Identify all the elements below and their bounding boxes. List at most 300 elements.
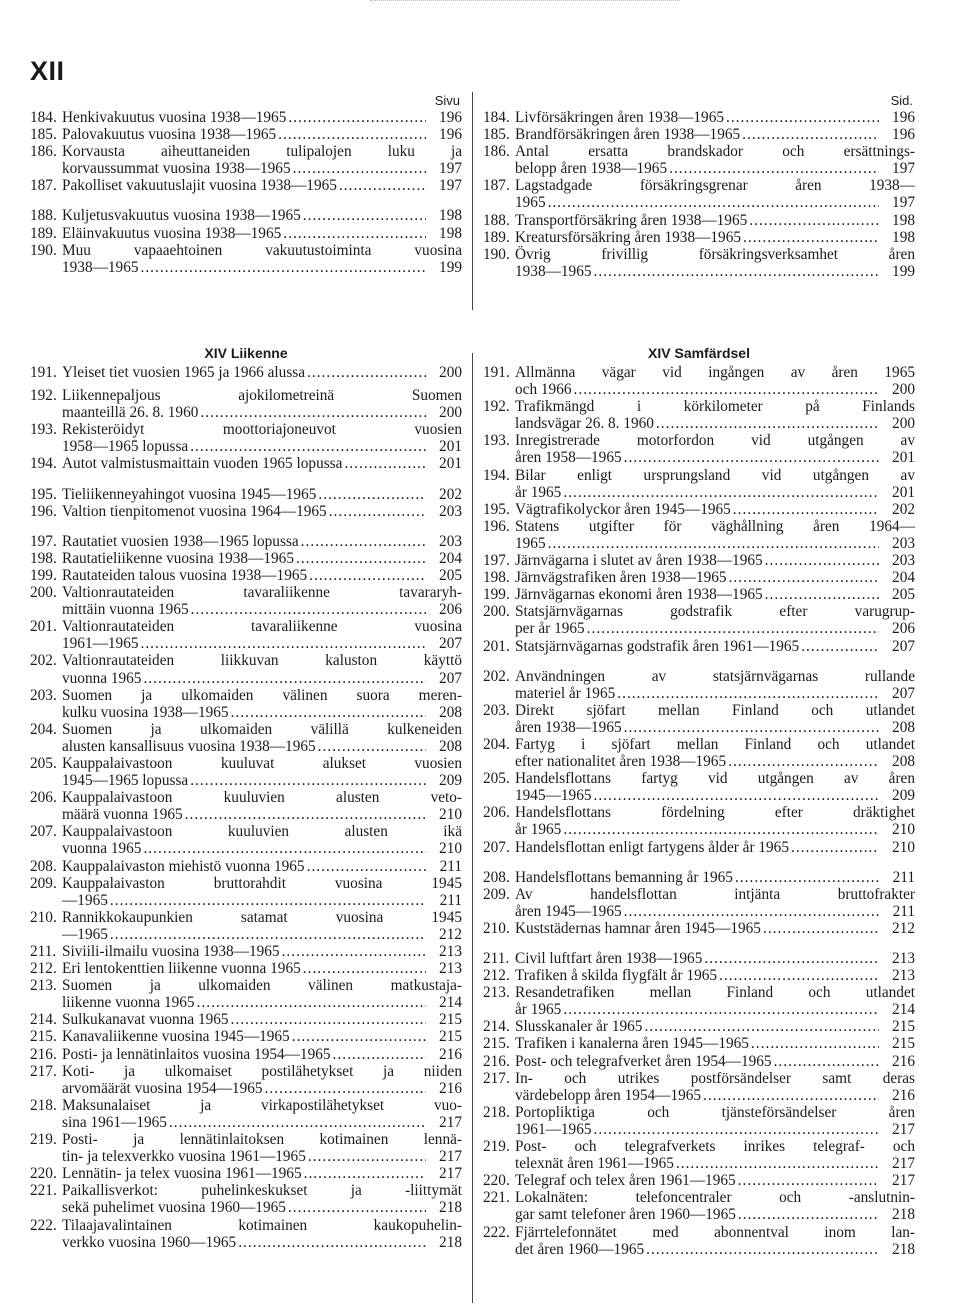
entry-number: 212. (30, 960, 57, 978)
entry-number: 194. (483, 466, 510, 484)
dot-leader (307, 858, 426, 875)
entry-body (62, 789, 462, 823)
entry-page-number: 214 (439, 994, 462, 1012)
section-title: XIV Samfärdsel (648, 345, 750, 361)
entry-line (515, 668, 915, 685)
dot-leader (726, 109, 879, 126)
toc-entry (483, 212, 915, 229)
entry-line (515, 685, 915, 702)
toc-entry (483, 702, 915, 736)
entry-title-text: det åren 1960—1965 (515, 1240, 645, 1258)
entry-number: 219. (483, 1138, 510, 1156)
toc-entry (30, 143, 462, 177)
entry-number: 199. (30, 566, 57, 584)
entry-number: 212. (483, 967, 510, 985)
toc-entry (30, 225, 462, 242)
entry-title-text: Tieliikenneyahingot vuosina 1945—1965 (62, 485, 317, 503)
entry-number: 210. (30, 908, 57, 926)
toc-entry (30, 1131, 462, 1165)
entry-line (62, 143, 462, 160)
entry-line (62, 652, 462, 669)
dot-leader (333, 1046, 426, 1063)
toc-entry (30, 618, 462, 652)
entry-title-text: Valtionrautateiden liikkuvan kaluston käyttö (62, 652, 462, 670)
entry-title-text: Suomen ja ulkomaiden välinen suora meren- (62, 686, 462, 704)
entry-title-text: Tilaajavalintainen kotimainen kaukopuhelin- (62, 1216, 462, 1234)
dot-leader (288, 1199, 426, 1216)
entry-line (515, 1035, 915, 1052)
entry-number: 220. (30, 1165, 57, 1183)
dot-leader (738, 1206, 879, 1223)
column-divider-lower (472, 353, 473, 1303)
entry-body (515, 886, 915, 920)
entry-page-number: 215 (439, 1011, 462, 1029)
entry-line (515, 736, 915, 753)
entry-title-text: Eläinvakuutus vuosina 1938—1965 (62, 224, 282, 242)
dot-leader (278, 126, 426, 143)
entry-number: 216. (483, 1052, 510, 1070)
entry-page-number: 199 (892, 262, 915, 280)
entry-line (515, 603, 915, 620)
entry-line (515, 263, 915, 280)
entry-title-text: Valtionrautateiden tavaraliikenne tavararyh- (62, 584, 462, 602)
entry-title-text: Trafiken å skilda flygfält år 1965 (515, 967, 718, 985)
entry-title-text: och 1966 (515, 381, 572, 399)
entry-page-number: 198 (439, 207, 462, 225)
entry-title-text: Av handelsflottan intjänta bruttofrakter (515, 885, 915, 903)
toc-entry (483, 638, 915, 655)
entry-title-text: Rautatieliikenne vuosina 1938—1965 (62, 549, 294, 567)
entry-line (515, 126, 915, 143)
entry-title-text: arvomäärät vuosina 1954—1965 (62, 1079, 263, 1097)
entry-line (515, 229, 915, 246)
dot-leader (617, 685, 879, 702)
scan-edge-mark (370, 0, 680, 2)
dot-leader (593, 787, 879, 804)
entry-spacer (30, 473, 462, 486)
entry-line (515, 1138, 915, 1155)
entry-page-number: 211 (439, 891, 462, 909)
entry-page-number: 217 (892, 1172, 915, 1190)
entry-line (62, 840, 462, 857)
toc-entry (483, 1138, 915, 1172)
dot-leader (676, 1155, 879, 1172)
entry-title-text: Trafiken i kanalerna åren 1945—1965 (515, 1035, 749, 1053)
entry-number: 186. (483, 143, 510, 161)
toc-entry (30, 755, 462, 789)
entry-number: 189. (30, 224, 57, 242)
entry-number: 202. (483, 667, 510, 685)
entry-body (515, 668, 915, 702)
toc-entry (483, 920, 915, 937)
dot-leader (801, 638, 879, 655)
toc-entry (483, 109, 915, 126)
entry-title-text: Liikennepaljous ajokilometreinä Suomen (62, 387, 462, 405)
entry-line (62, 1148, 462, 1165)
entry-title-text: Kuljetusvakuutus vuosina 1938—1965 (62, 207, 301, 225)
entry-page-number: 208 (439, 703, 462, 721)
toc-entry (483, 569, 915, 586)
entry-page-number: 203 (892, 552, 915, 570)
dot-leader (765, 586, 879, 603)
entry-page-number: 201 (439, 438, 462, 456)
entry-line (515, 415, 915, 432)
entry-line (515, 484, 915, 501)
entry-body (515, 839, 915, 856)
entry-line (62, 601, 462, 618)
entry-number: 187. (483, 177, 510, 195)
dot-leader (169, 1114, 426, 1131)
toc-entry (483, 804, 915, 838)
entry-number: 203. (483, 701, 510, 719)
toc-entry (483, 1070, 915, 1104)
entry-line (515, 381, 915, 398)
entry-line (62, 259, 462, 276)
toc-entry (483, 246, 915, 280)
dot-leader (669, 160, 879, 177)
entry-body (62, 1131, 462, 1165)
dot-leader (318, 738, 426, 755)
entry-number: 204. (30, 720, 57, 738)
dot-leader (309, 567, 426, 584)
entry-title-text: Statsjärnvägarnas godstrafik efter varugrup- (515, 603, 915, 621)
dot-leader (624, 719, 879, 736)
entry-spacer (483, 856, 915, 869)
entry-line (62, 1046, 462, 1063)
entry-line (62, 1011, 462, 1028)
dot-leader (563, 1001, 879, 1018)
toc-entry (30, 823, 462, 857)
toc-entry (483, 1053, 915, 1070)
entry-title-text: vuonna 1965 (62, 669, 142, 687)
toc-entry (483, 839, 915, 856)
entry-line (62, 503, 462, 520)
entry-title-text: 1961—1965 (62, 635, 139, 653)
entry-number: 221. (30, 1182, 57, 1200)
entry-number: 202. (30, 652, 57, 670)
entry-line (515, 432, 915, 449)
entry-line (62, 177, 462, 194)
entry-line (515, 398, 915, 415)
entry-number: 195. (483, 500, 510, 518)
entry-title-text: efter nationalitet åren 1938—1965 (515, 753, 727, 771)
toc-entry (483, 398, 915, 432)
entry-title-text: Användningen av statsjärnvägarnas rullande (515, 667, 915, 685)
toc-entry (483, 126, 915, 143)
entry-line (62, 567, 462, 584)
entry-body (62, 225, 462, 242)
entry-page-number: 203 (439, 502, 462, 520)
entry-line (515, 1053, 915, 1070)
entry-body (62, 1046, 462, 1063)
entry-line (62, 738, 462, 755)
section-title: XIV Liikenne (204, 345, 288, 361)
entry-line (62, 875, 462, 892)
entry-body (515, 950, 915, 967)
entry-body (515, 804, 915, 838)
entry-body (62, 1165, 462, 1182)
toc-entry (30, 789, 462, 823)
entry-body (515, 984, 915, 1018)
entry-title-text: Antal ersatta brandskador och ersättnings- (515, 143, 915, 161)
entry-line (515, 586, 915, 603)
entry-title-text: Bilar enligt ursprungsland vid utgången av (515, 466, 915, 484)
toc-entry (483, 1035, 915, 1052)
entry-title-text: alusten kansallisuus vuosina 1938—1965 (62, 737, 316, 755)
entry-title-text: Handelsflottans bemanning år 1965 (515, 868, 733, 886)
entry-title-text: 1965 (515, 534, 546, 552)
entry-body (62, 858, 462, 875)
entry-line (515, 1241, 915, 1258)
entry-body (515, 1070, 915, 1104)
toc-entry (483, 770, 915, 804)
toc-entry (30, 1028, 462, 1045)
entry-title-text: telexnät åren 1961—1965 (515, 1155, 674, 1173)
dot-leader (110, 892, 426, 909)
toc-list (30, 109, 462, 276)
toc-entry (30, 858, 462, 875)
column-divider-upper (472, 92, 473, 310)
entry-line (515, 1224, 915, 1241)
entry-page-number: 218 (892, 1240, 915, 1258)
dot-leader (624, 903, 879, 920)
entry-line (62, 755, 462, 772)
entry-title-text: Kauppalaivastoon kuuluvat alukset vuosien (62, 754, 462, 772)
entry-number: 206. (483, 804, 510, 822)
entry-page-number: 216 (439, 1045, 462, 1063)
entry-line (62, 242, 462, 259)
entry-number: 192. (483, 398, 510, 416)
entry-number: 214. (483, 1018, 510, 1036)
entry-body (62, 550, 462, 567)
entry-title-text: Direkt sjöfart mellan Finland och utlandet (515, 701, 915, 719)
entry-line (515, 1189, 915, 1206)
entry-line (515, 770, 915, 787)
entry-line (515, 920, 915, 937)
toc-entry (30, 126, 462, 143)
entry-number: 195. (30, 485, 57, 503)
entry-page-number: 216 (439, 1079, 462, 1097)
entry-line (515, 177, 915, 194)
toc-list (483, 109, 915, 280)
entry-page-number: 200 (439, 404, 462, 422)
entry-line (62, 207, 462, 224)
toc-entry (483, 869, 915, 886)
entry-page-number: 210 (439, 840, 462, 858)
entry-page-number: 206 (892, 620, 915, 638)
entry-title-text: Slusskanaler år 1965 (515, 1018, 643, 1036)
entry-title-text: Eri lentokenttien liikenne vuonna 1965 (62, 960, 301, 978)
entry-body (62, 977, 462, 1011)
dot-leader (190, 772, 426, 789)
entry-body (515, 143, 915, 177)
entry-number: 196. (30, 502, 57, 520)
entry-number: 201. (30, 618, 57, 636)
toc-entry (483, 1172, 915, 1189)
entry-line (515, 753, 915, 770)
entry-page-number: 213 (439, 943, 462, 960)
entry-line (515, 719, 915, 736)
toc-entry (30, 533, 462, 550)
entry-page-number: 201 (892, 449, 915, 467)
entry-line (62, 550, 462, 567)
entry-number: 203. (30, 686, 57, 704)
entry-body (515, 702, 915, 736)
toc-entry (30, 721, 462, 755)
dot-leader (301, 533, 426, 550)
toc-entry (30, 109, 462, 126)
toc-entry (30, 875, 462, 909)
entry-line (62, 421, 462, 438)
entry-number: 207. (483, 838, 510, 856)
dot-leader (704, 950, 879, 967)
toc-entry (483, 950, 915, 967)
toc-entry (30, 486, 462, 503)
dot-leader (644, 1018, 879, 1035)
entry-page-number: 204 (892, 569, 915, 587)
entry-line (515, 501, 915, 518)
entry-title-text: Järnvägarnas ekonomi åren 1938—1965 (515, 586, 763, 604)
entry-title-text: tin- ja telexverkko vuosina 1961—1965 (62, 1148, 306, 1166)
dot-leader (307, 364, 426, 381)
entry-title-text: Civil luftfart åren 1938—1965 (515, 950, 703, 967)
dot-leader (763, 920, 879, 937)
entry-number: 217. (483, 1069, 510, 1087)
entry-page-number: 215 (892, 1035, 915, 1053)
entry-line (62, 160, 462, 177)
dot-leader (303, 207, 426, 224)
entry-number: 220. (483, 1172, 510, 1190)
entry-line (62, 225, 462, 242)
entry-number: 193. (30, 421, 57, 439)
toc-entry (30, 177, 462, 194)
entry-number: 184. (30, 109, 57, 126)
entry-body (62, 755, 462, 789)
entry-number: 217. (30, 1062, 57, 1080)
entry-number: 188. (30, 207, 57, 225)
entry-title-text: Fartyg i sjöfart mellan Finland och utlandet (515, 735, 915, 753)
entry-line (62, 1063, 462, 1080)
entry-line (515, 364, 915, 381)
entry-body (515, 467, 915, 501)
entry-body (62, 364, 462, 381)
entry-title-text: 1945—1965 lopussa (62, 772, 189, 790)
dot-leader (143, 840, 426, 857)
entry-line (515, 702, 915, 719)
entry-body (515, 569, 915, 586)
entry-title-text: Maksunalaiset ja virkapostilähetykset vuo- (62, 1096, 462, 1114)
entry-number: 199. (483, 586, 510, 604)
entry-number: 194. (30, 455, 57, 473)
entry-page-number: 209 (892, 787, 915, 805)
entry-title-text: Kuststädernas hamnar åren 1945—1965 (515, 919, 761, 937)
dot-leader (231, 704, 426, 721)
entry-title-text: Post- och telegrafverket åren 1954—1965 (515, 1052, 772, 1070)
entry-body (515, 967, 915, 984)
dot-leader (288, 109, 426, 126)
toc-entry (30, 652, 462, 686)
entry-body (62, 486, 462, 503)
entry-line (515, 821, 915, 838)
toc-entry (30, 207, 462, 224)
entry-title-text: Valtion tienpitomenot vuosina 1964—1965 (62, 502, 327, 520)
entry-line (62, 1199, 462, 1216)
entry-title-text: år 1965 (515, 1001, 562, 1019)
entry-line (515, 1070, 915, 1087)
entry-page-number: 218 (439, 1199, 462, 1217)
entry-line (62, 584, 462, 601)
entry-body (515, 364, 915, 398)
toc-entry (483, 177, 915, 211)
entry-line (515, 984, 915, 1001)
dot-leader (238, 1234, 426, 1251)
entry-page-number: 198 (892, 211, 915, 229)
entry-body (515, 212, 915, 229)
entry-spacer (30, 520, 462, 533)
entry-line (62, 618, 462, 635)
dot-leader (751, 1035, 879, 1052)
entry-title-text: Kauppalaivastoon kuuluvien alusten veto- (62, 789, 462, 807)
entry-page-number: 215 (439, 1028, 462, 1046)
entry-title-text: Statsjärnvägarnas godstrafik åren 1961—1965 (515, 637, 800, 655)
entry-number: 209. (483, 885, 510, 903)
entry-body (62, 421, 462, 455)
entry-line (62, 789, 462, 806)
toc-entry (30, 1046, 462, 1063)
entry-title-text: Allmänna vägar vid ingången av åren 1965 (515, 364, 915, 381)
entry-body (515, 736, 915, 770)
entry-page-number: 208 (892, 718, 915, 736)
entry-title-text: Kauppalaivastoon kuuluvien alusten ikä (62, 823, 462, 841)
entry-body (515, 1172, 915, 1189)
page-number: XII (30, 56, 65, 86)
entry-line (62, 909, 462, 926)
entry-title-text: 1945—1965 (515, 787, 592, 805)
entry-body (62, 909, 462, 943)
entry-page-number: 202 (892, 500, 915, 518)
entry-title-text: Autot valmistusmaittain vuoden 1965 lopussa (62, 455, 343, 473)
entry-line (62, 126, 462, 143)
entry-page-number: 212 (892, 919, 915, 937)
toc-entry (483, 984, 915, 1018)
entry-title-text: Lagstadgade försäkringsgrenar åren 1938— (515, 177, 915, 195)
page-column-header: Sid. (890, 93, 913, 108)
entry-title-text: kulku vuosina 1938—1965 (62, 703, 229, 721)
entry-body (515, 126, 915, 143)
entry-number: 190. (30, 241, 57, 259)
entry-number: 218. (483, 1103, 510, 1121)
entry-line (62, 1131, 462, 1148)
entry-line (62, 687, 462, 704)
entry-title-text: åren 1945—1965 (515, 902, 622, 920)
entry-body (62, 143, 462, 177)
entry-line (515, 109, 915, 126)
entry-number: 196. (483, 517, 510, 535)
entry-page-number: 200 (439, 364, 462, 381)
dot-leader (318, 486, 426, 503)
entry-line (515, 194, 915, 211)
entry-number: 200. (483, 603, 510, 621)
entry-page-number: 217 (892, 1120, 915, 1138)
entry-title-text: åren 1958—1965 (515, 449, 622, 467)
entry-line (62, 1234, 462, 1251)
entry-page-number: 214 (892, 1001, 915, 1019)
entry-line (62, 943, 462, 960)
entry-number: 198. (483, 569, 510, 587)
entry-number: 213. (30, 977, 57, 995)
entry-body (62, 387, 462, 421)
entry-number: 185. (30, 126, 57, 144)
